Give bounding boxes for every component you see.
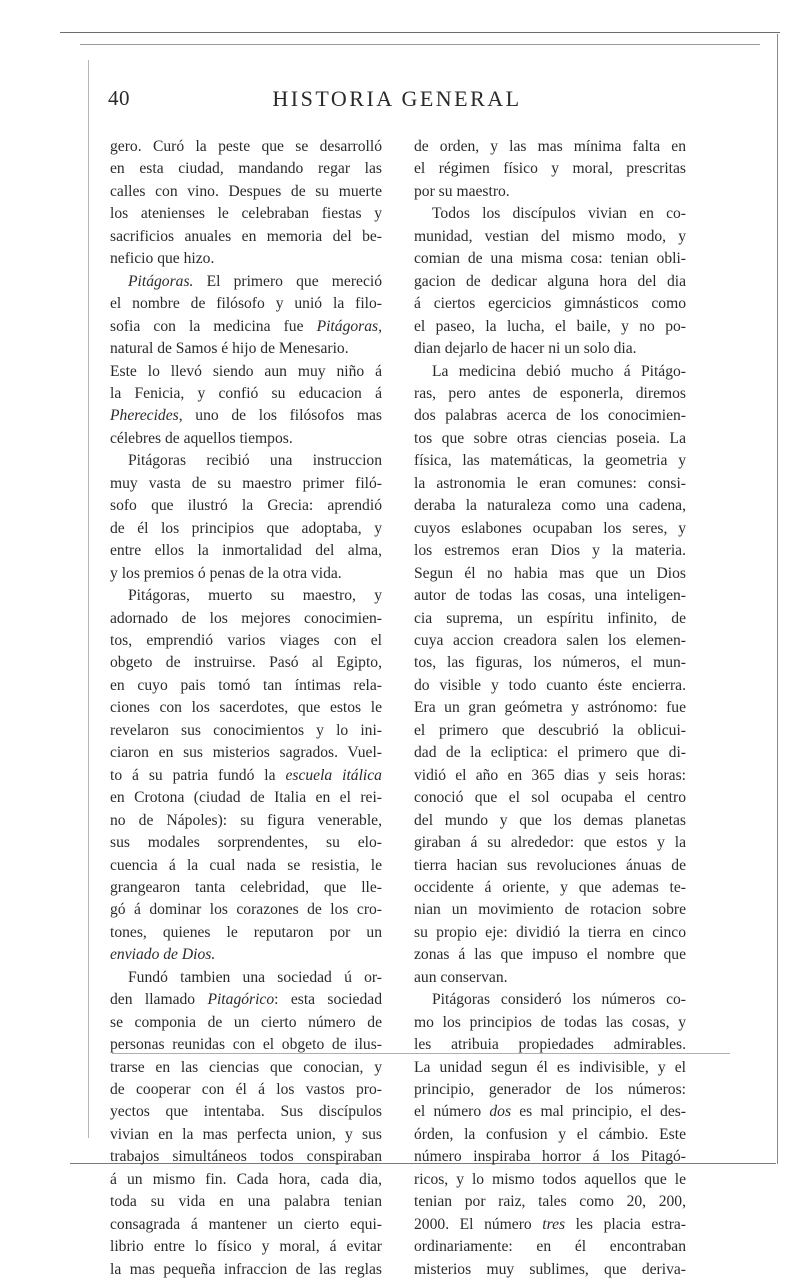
italic-text: dos: [489, 1103, 512, 1121]
text-line: tos, emprendió varios viages con el: [110, 631, 382, 649]
text-line: dos palabras acerca de los conocimien-: [414, 407, 686, 425]
text-line: Era un gran geómetra y astrónomo: fue: [414, 699, 686, 717]
text-line: ricos, y lo mismo todos aquellos que le: [414, 1170, 686, 1188]
text-line: do visible y todo cuanto éste encierra.: [414, 676, 686, 694]
text-line: de cooperar con él á los vastos pro-: [110, 1081, 382, 1099]
text-line: tierra hacian sus revoluciones ánuas de: [414, 856, 686, 874]
italic-text: Pherecides: [110, 407, 179, 425]
text-line: Pitágoras. El primero que mereció: [128, 272, 382, 290]
text-line: la astronomia le eran comunes: consi-: [414, 474, 686, 492]
text-line: tenian por raiz, tales como 20, 200,: [414, 1193, 686, 1211]
text-line: célebres de aquellos tiempos.: [110, 429, 293, 447]
text-line: to á su patria fundó la escuela itálica: [110, 766, 382, 784]
page-number: 40: [108, 86, 130, 110]
text-line: la mas pequeña infraccion de las reglas: [110, 1260, 382, 1278]
text-line: de orden, y las mas mínima falta en: [414, 138, 686, 155]
text-line: Pitágoras, muerto su maestro, y: [128, 587, 382, 605]
text-line: occidente á oriente, y que ademas te-: [414, 878, 686, 896]
italic-text: Pitagórico: [207, 991, 275, 1009]
text-line: y los premios ó penas de la otra vida.: [110, 564, 342, 582]
text-line: sus modales sorprendentes, su elo-: [110, 834, 382, 852]
scan-edge-top: [60, 32, 780, 33]
text-line: principio, generador de los números:: [414, 1081, 686, 1099]
text-line: consagrada á mantener un cierto equi-: [110, 1215, 382, 1233]
text-line: ciones con los sacerdotes, que estos le: [110, 699, 382, 717]
text-line: revelaron sus conocimientos y lo ini-: [110, 721, 382, 739]
text-line: dian dejarlo de hacer ni un solo dia.: [414, 340, 637, 358]
text-line: la Fenicia, y confió su educacion á: [110, 384, 382, 402]
text-line: á un mismo fin. Cada hora, cada dia,: [110, 1170, 382, 1188]
text-line: La medicina debió mucho á Pitágo-: [432, 362, 686, 380]
text-line: personas reunidas con el obgeto de ilus-: [110, 1036, 382, 1054]
text-line: los estremos eran Dios y la materia.: [414, 542, 686, 560]
text-line: natural de Samos é hijo de Menesario.: [110, 340, 349, 358]
text-line: ordinariamente: en él encontraban: [414, 1238, 686, 1256]
text-line: órden, la confusion y el cámbio. Este: [414, 1125, 686, 1143]
text-line: deraba la naturaleza como una cadena,: [414, 497, 686, 515]
text-line: adornado de los mejores conocimien-: [110, 609, 382, 627]
text-line: calles con vino. Despues de su muerte: [110, 182, 382, 200]
text-line: gó á dominar los corazones de los cro-: [110, 901, 382, 919]
book-page: [108, 86, 687, 1278]
text-line: el nombre de filósofo y unió la filo-: [110, 295, 382, 313]
text-line: física, las matemáticas, la geometria y: [414, 452, 686, 470]
text-line: tones, quienes le reputaron por un: [110, 923, 382, 941]
text-line: Fundó tambien una sociedad ú or-: [128, 968, 382, 986]
text-line: no de Nápoles): su figura venerable,: [110, 811, 382, 829]
text-line: Pitágoras consideró los números co-: [432, 991, 686, 1009]
text-line: Todos los discípulos vivian en co-: [432, 205, 686, 223]
text-line: yectos que intentaba. Sus discípulos: [110, 1103, 382, 1121]
text-line: les atribuia propiedades admirables.: [414, 1036, 686, 1054]
text-line: comian de una misma cosa: tenian obli-: [414, 250, 686, 268]
italic-text: tres: [542, 1215, 566, 1233]
text-line: los atenienses le celebraban fiestas y: [110, 205, 382, 223]
text-line: vidió el año en 365 dias y seis horas:: [414, 766, 686, 784]
text-line: número inspiraba horror á los Pitagó-: [414, 1148, 686, 1166]
text-line: el número dos es mal principio, el des-: [414, 1103, 687, 1121]
text-line: dad de la ecliptica: el primero que di-: [414, 744, 686, 762]
italic-text: escuela itálica: [285, 766, 382, 784]
text-line: ras, pero antes de esponerla, diremos: [414, 384, 686, 402]
text-line: den llamado Pitagórico: esta sociedad: [110, 991, 382, 1009]
text-line: [110, 944, 382, 966]
text-line: giraban á su alrededor: que estos y la: [414, 834, 686, 852]
text-line: sofo que ilustró la Grecia: aprendió: [110, 497, 382, 515]
text-line: toda su vida en una palabra tenian: [110, 1193, 382, 1211]
text-line: tos que sobre otras ciencias poseia. La: [414, 429, 686, 447]
text-line: Este lo llevó siendo aun muy niño á: [110, 362, 382, 380]
text-line: grangearon tanta celebridad, que lle-: [110, 878, 382, 896]
text-line: nian un movimiento de rotacion sobre: [414, 901, 686, 919]
text-line: ciaron en sus misterios sagrados. Vuel-: [110, 744, 382, 762]
left-column: [110, 136, 382, 1281]
text-line: de él los principios que adoptaba, y: [110, 519, 382, 537]
text-line: mo los principios de todas las cosas, y: [414, 1013, 686, 1031]
text-line: librio entre lo físico y moral, á evitar: [110, 1238, 382, 1256]
text-line: entre ellos la inmortalidad del alma,: [110, 542, 382, 560]
text-line: 2000. El número tres les placia estra-: [414, 1215, 686, 1233]
text-line: munidad, vestian del mismo modo, y: [414, 227, 686, 245]
text-line: el paseo, la lucha, el baile, y no po-: [414, 317, 686, 335]
text-line: zonas á las que impuso el nombre que: [414, 946, 686, 964]
text-line: Pitágoras recibió una instruccion: [128, 452, 382, 470]
text-line: el régimen físico y moral, prescritas: [414, 160, 686, 178]
text-line: el primero que descubrió la oblicui-: [414, 721, 686, 739]
scan-edge-right: [777, 34, 778, 1164]
text-line: misterios muy sublimes, que deriva-: [414, 1260, 686, 1278]
text-line: en cuyo pais tomó tan íntimas rela-: [110, 676, 382, 694]
running-head: [108, 86, 686, 126]
text-line: en Crotona (ciudad de Italia en el rei-: [110, 789, 382, 807]
text-line: por su maestro.: [414, 182, 510, 200]
italic-text: enviado de Dios.: [110, 946, 216, 964]
text-line: sacrificios anuales en memoria del be-: [110, 227, 382, 245]
text-line: La unidad segun él es indivisible, y el: [414, 1058, 686, 1076]
text-line: conoció que el sol ocupaba el centro: [414, 789, 686, 807]
text-line: obgeto de instruirse. Pasó al Egipto,: [110, 654, 382, 672]
text-line: cuyos eslabones ocupaban los seres, y: [414, 519, 686, 537]
italic-text: Pitágoras.: [128, 272, 194, 290]
text-line: muy vasta de su maestro primer filó-: [110, 474, 382, 492]
page-title: HISTORIA GENERAL: [272, 86, 522, 111]
text-line: tos, las figuras, los números, el mun-: [414, 654, 686, 672]
text-line: se componia de un cierto número de: [110, 1013, 382, 1031]
text-line: cuya accion creadora salen los elemen-: [414, 631, 686, 649]
scan-edge-left: [88, 60, 89, 1138]
text-line: neficio que hizo.: [110, 250, 215, 268]
text-line: su propio eje: dividió la tierra en cinco: [414, 923, 686, 941]
text-line: Pherecides, uno de los filósofos mas: [110, 407, 382, 425]
text-line: gero. Curó la peste que se desarrolló: [110, 138, 382, 155]
text-line: cuencia á la cual nada se resistia, le: [110, 856, 382, 874]
text-line: á ciertos egercicios gimnásticos como: [414, 295, 686, 313]
text-line: gacion de dedicar alguna hora del dia: [414, 272, 686, 290]
text-line: vivian en la mas perfecta union, y sus: [110, 1125, 382, 1143]
scan-edge-top-inner: [80, 44, 760, 45]
text-line: aun conservan.: [414, 968, 508, 986]
text-line: trabajos simultáneos todos conspiraban: [110, 1148, 382, 1166]
text-line: trarse en las ciencias que conocian, y: [110, 1058, 382, 1076]
text-line: del mundo y que los demas planetas: [414, 811, 686, 829]
italic-text: Pitágoras,: [316, 317, 382, 335]
text-line: cia suprema, un espíritu infinito, de: [414, 609, 686, 627]
right-column: [414, 136, 686, 1281]
text-line: en esta ciudad, mandando regar las: [110, 160, 382, 178]
text-line: Segun él no habia mas que un Dios: [414, 564, 686, 582]
text-line: sofia con la medicina fue Pitágoras,: [110, 317, 382, 335]
text-line: autor de todas las cosas, una inteligen-: [414, 587, 686, 605]
